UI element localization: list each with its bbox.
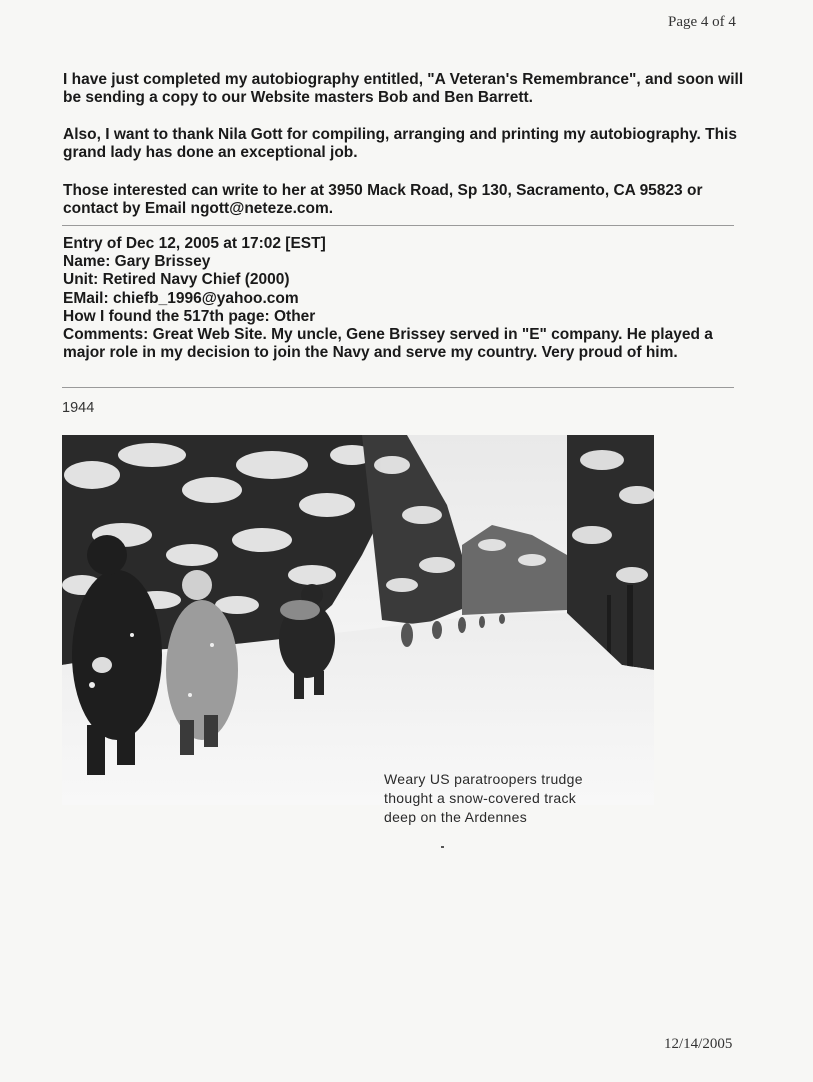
autobiography-paragraph: I have just completed my autobiography entitled, "A Veteran's Remembrance", and soon will be sending a copy to our Website masters Bob and Ben Barrett.	[63, 71, 744, 106]
photo-year: 1944	[62, 400, 95, 416]
divider	[62, 387, 734, 388]
guestbook-entry	[63, 235, 753, 362]
caption-line: deep on the Ardennes	[384, 809, 528, 825]
caption-line: thought a snow-covered track	[384, 790, 577, 806]
entry-unit: Unit: Retired Navy Chief (2000)	[63, 271, 290, 289]
entry-email: EMail: chiefb_1996@yahoo.com	[63, 289, 299, 307]
entry-date: Entry of Dec 12, 2005 at 17:02 [EST]	[63, 235, 326, 252]
photo-caption	[384, 770, 664, 827]
caption-line: Weary US paratroopers trudge	[384, 771, 583, 787]
footer-date: 12/14/2005	[664, 1036, 733, 1052]
thanks-paragraph: Also, I want to thank Nila Gott for compiling, arranging and printing my autobiography. This grand lady has done an exceptional job.	[63, 126, 737, 161]
page-number: Page 4 of 4	[668, 14, 736, 30]
entry-comments: Comments: Great Web Site. My uncle, Gene Brissey served in "E" company. He played a major role in my decision to join the Navy and serve my country. Very proud of him.	[63, 326, 713, 362]
scan-speck	[441, 846, 444, 848]
divider	[62, 225, 734, 226]
entry-name: Name: Gary Brissey	[63, 253, 211, 271]
contact-paragraph: Those interested can write to her at 3950 Mack Road, Sp 130, Sacramento, CA 95823 or contact by Email ngott@neteze.com.	[63, 182, 703, 217]
entry-found: How I found the 517th page: Other	[63, 307, 316, 325]
snow-forest-photo	[62, 435, 654, 805]
